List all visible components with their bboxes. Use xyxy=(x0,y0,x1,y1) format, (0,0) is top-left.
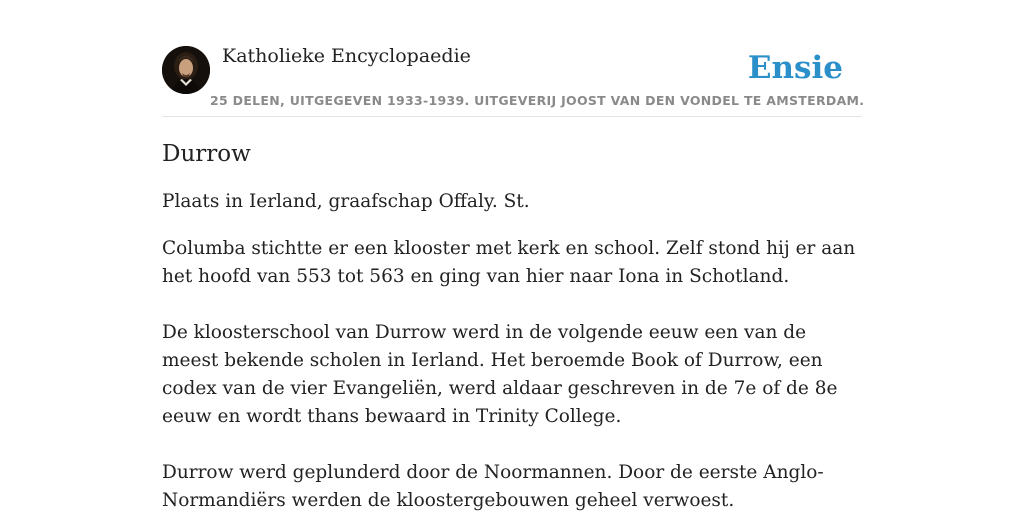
article-title: Durrow xyxy=(162,141,251,167)
brand-logo-link[interactable]: Ensie xyxy=(747,50,843,86)
article-paragraph: Plaats in Ierland, graafschap Offaly. St. xyxy=(162,191,530,212)
publication-header xyxy=(162,44,865,117)
publication-subtitle: 25 DELEN, UITGEGEVEN 1933-1939. UITGEVERIJ JOOST VAN DEN VONDEL TE AMSTERDAM. xyxy=(210,93,865,108)
article xyxy=(162,138,867,512)
article-paragraph: Columba stichtte er een klooster met kerk en school. Zelf stond hij er aan het hoofd van 553 tot 563 en ging van hier naar Iona in Schotland. xyxy=(162,238,856,287)
article-paragraph: De kloosterschool van Durrow werd in de volgende eeuw een van de meest bekende scholen in Ierland. Het beroemde Book of Durrow, een codex van de vier Evangeliën, werd aldaar geschreven in de 7e of de 8e eeuw en wordt thans bewaard in Trinity College. xyxy=(162,322,838,427)
publication-title[interactable]: Katholieke Encyclopaedie xyxy=(222,45,471,67)
portrait-icon xyxy=(162,46,210,94)
publication-avatar[interactable] xyxy=(162,46,210,94)
article-paragraph: Durrow werd geplunderd door de Noormannen. Door de eerste Anglo-Normandiërs werden de kloostergebouwen geheel verwoest. xyxy=(162,462,824,511)
